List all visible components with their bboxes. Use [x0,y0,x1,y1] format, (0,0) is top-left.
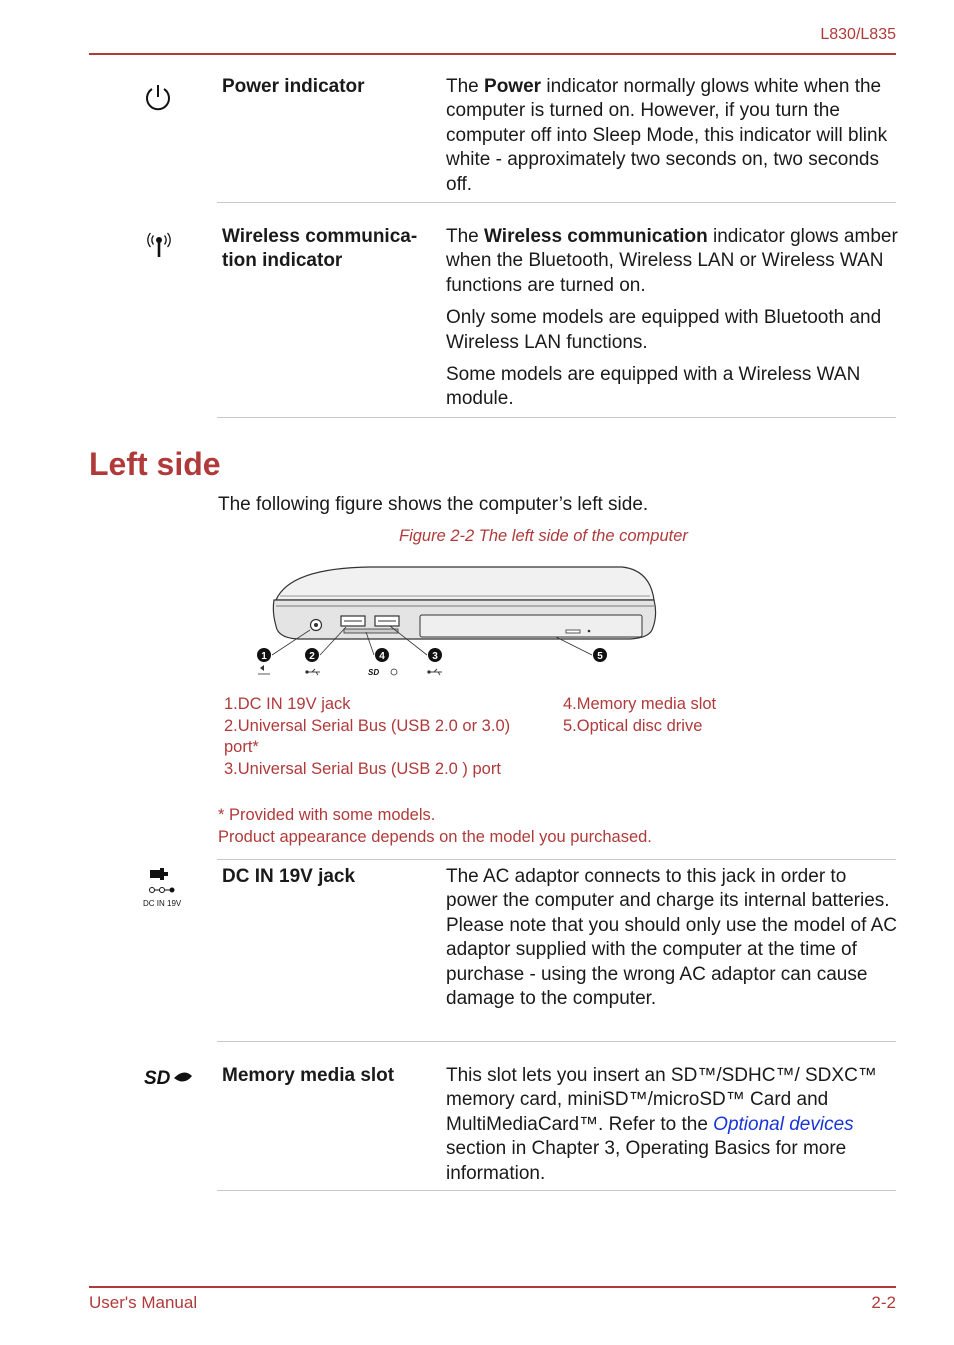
page-number: 2-2 [871,1293,896,1312]
footer-rule [89,1286,896,1288]
sd-card-icon [144,1066,192,1093]
figure-caption: Figure 2-2 The left side of the computer [399,527,688,545]
usb-mini-icon [306,669,320,675]
wireless-antenna-icon [144,230,174,265]
legend-item: 3.Universal Serial Bus (USB 2.0 ) port [224,759,501,778]
power-indicator-term: Power indicator [222,76,365,97]
memory-slot-description: This slot lets you insert an SD™/SDHC™/ SDXC™ memory card, miniSD™/microSD™ Card and MultiMediaCard™. Refer to the Optional devices section in Chapter 3, Operating Basics for more information. [446,1065,877,1184]
memory-slot-term: Memory media slot [222,1065,395,1086]
figure-notes [218,805,652,848]
dc-in-icon [140,866,190,908]
row-divider [217,859,896,860]
note-line: Product appearance depends on the model you purchased. [218,827,652,846]
row-divider [217,1041,896,1042]
svg-text:SD: SD [368,668,380,677]
figure-legend-right [563,694,863,737]
callout-3-label: 3 [432,651,438,662]
callout-5-label: 5 [597,651,603,662]
wireless-indicator-term: Wireless communica-tion indicator [222,226,418,271]
figure-legend-left [224,694,549,780]
dc-in-description: The AC adaptor connects to this jack in order to power the computer and charge its internal batteries. Please note that you should only use the model of AC adaptor supplied with the computer at the time of purchase - using the wrong AC adaptor can cause damage to the computer. [446,866,898,1010]
usb-mini-icon [428,669,442,675]
wireless-indicator-description: The Wireless communication indicator glows amber when the Bluetooth, Wireless LAN or Wireless WAN functions are turned on. Only some models are equipped with Bluetooth and Wireless LAN functions. Some models are equipped with a Wireless WAN module. [446,226,898,410]
dc-in-icon-label: DC IN 19V [143,899,182,908]
legend-item: 5.Optical disc drive [563,716,703,735]
callout-2-label: 2 [309,651,315,662]
legend-item: 1.DC IN 19V jack [224,695,351,713]
callout-4-label: 4 [379,651,385,662]
callout-1-label: 1 [261,651,267,662]
dc-in-term: DC IN 19V jack [222,866,356,887]
optional-devices-link[interactable]: Optional devices [713,1113,854,1135]
row-divider [217,1190,896,1191]
document-model-label: L830/L835 [820,26,896,43]
footer-manual-label: User's Manual [89,1293,198,1312]
svg-text:SD: SD [144,1068,171,1088]
legend-item: 2.Universal Serial Bus (USB 2.0 or 3.0) port* [224,716,511,756]
dc-in-mini-icon [258,665,270,674]
power-indicator-description: The Power indicator normally glows white when the computer is turned on. However, if you turn the computer off into Sleep Mode, this indicator will blink white - approximately two seconds on, two seconds off. [446,76,888,195]
row-divider [217,202,896,203]
row-divider [217,417,896,418]
section-title: Left side [89,446,221,482]
note-line: * Provided with some models. [218,806,436,824]
section-intro: The following figure shows the computer’s left side. [218,494,649,515]
header-rule [89,53,896,55]
legend-item: 4.Memory media slot [563,695,717,713]
power-icon [143,82,173,117]
laptop-left-side-figure [250,560,670,690]
sd-mini-icon [368,668,397,677]
